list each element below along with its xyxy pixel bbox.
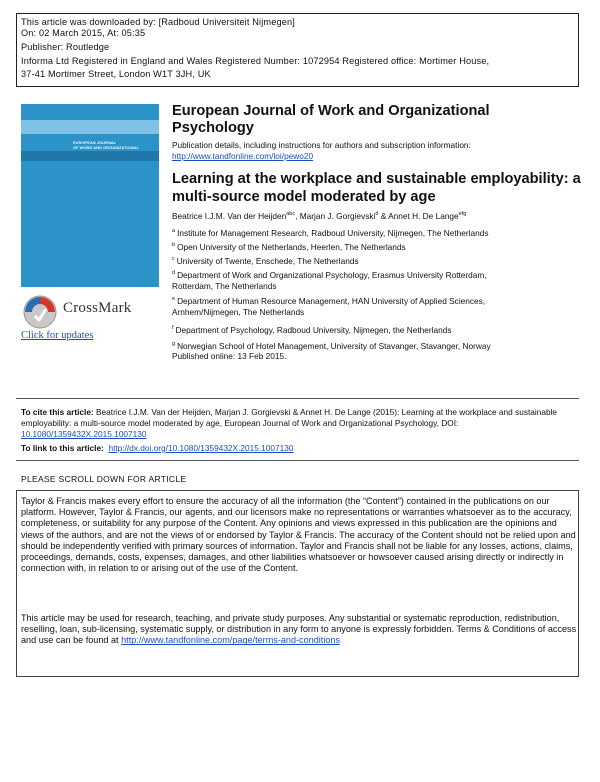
disclaimer-paragraph: Taylor & Francis makes every effort to ensure the accuracy of all the information (the “Content”) contained in the publications on our platform. However, Taylor & Francis, our agents, and our licensors make no representations or warranties whatsoever as to the accuracy, completeness, or suitability for any purpose of the Content. Any opinions and views expressed in this publication are the opinions and views of the authors, and are not the views of or endorsed by Taylor & Francis. The accuracy of the Content should not be relied upon and should be independently verified with primary sources of information. Taylor and Francis shall not be liable for any losses, actions, claims, proceedings, demands, costs, expenses, damages, and other liabilities whatsoever or howsoever caused arising directly or indirectly in connection with, in relation to or arising out of the use of the Content. [21,496,576,574]
crossmark-label: CrossMark [63,300,132,316]
terms-link[interactable]: http://www.tandfonline.com/page/terms-and-conditions [121,635,340,646]
affiliation [172,339,491,352]
affiliation-text: Institute for Management Research, Radboud University, Nijmegen, The Netherlands [177,227,489,238]
citation-label: To cite this article: [21,407,94,417]
link-label: To link to this article: [21,443,104,453]
affiliation [172,254,359,267]
journal-url-link[interactable]: http://www.tandfonline.com/loi/pewo20 [172,151,314,161]
terms-paragraph [21,613,579,647]
affiliation-text: Rotterdam, The Netherlands [172,280,277,291]
crossmark-icon[interactable] [21,294,59,330]
download-line: Publisher: Routledge [21,42,110,52]
publication-details: Publication details, including instructions for authors and subscription information: [172,140,471,150]
cover-band [21,120,159,134]
download-line: This article was downloaded by: [Radboud Universiteit Nijmegen] [21,17,295,27]
affiliation-text: University of Twente, Enschede, The Netherlands [176,255,359,266]
affiliation-sup: c [172,256,175,262]
affiliation-text: Arnhem/Nijmegen, The Netherlands [172,306,305,317]
published-online: Published online: 13 Feb 2015. [172,351,287,361]
affiliation-text: Department of Human Resource Management, HAN University of Applied Sciences, [177,295,486,306]
cover-band [21,151,159,161]
affiliation [172,323,451,336]
article-link-row [21,443,293,453]
terms-text: This article may be used for research, teaching, and private study purposes. Any substantial or systematic reproduction, redistribution, reselling, loan, sub-licensing, systematic supply, or distribution in any form to anyone is expressly forbidden. Terms & Conditions of access and use can be found at [21,613,577,646]
download-line: Informa Ltd Registered in England and Wales Registered Number: 1072954 Registered office: Mortimer House, [21,56,490,66]
article-doi-url-link[interactable]: http://dx.doi.org/10.1080/1359432X.2015.1007130 [108,443,294,453]
cover-title-line: OF WORK AND ORGANIZATIONAL [73,145,139,150]
author-sup: abc [286,211,296,218]
affiliation [172,226,489,239]
affiliation-sup: d [172,270,176,276]
citation-block [21,407,581,440]
author-sup: d [375,211,379,218]
affiliation-sup: e [172,296,176,302]
affiliation [172,240,406,253]
journal-cover-image [21,104,159,287]
doi-link[interactable]: 10.1080/1359432X.2015.1007130 [21,429,147,439]
scroll-notice: PLEASE SCROLL DOWN FOR ARTICLE [21,474,187,484]
author-sep: , [295,211,300,221]
download-line: On: 02 March 2015, At: 05:35 [21,28,146,38]
affiliation-text: Department of Work and Organizational Psychology, Erasmus University Rotterdam, [177,269,487,280]
author-name: Annet H. De Lange [388,211,459,221]
affiliation-text: Norwegian School of Hotel Management, University of Stavanger, Stavanger, Norway [177,340,491,351]
citation-text: Beatrice I.J.M. Van der Heijden, Marjan J. Gorgievski & Annet H. De Lange (2015): Learning at the workplace and sustainable employability: a multi-source model moderated by age, European Journal of Work and Organizational Psychology, DOI: [21,407,558,428]
download-info-box [16,13,579,87]
author-list [172,211,466,221]
author-sep: & [378,211,389,221]
affiliation-text: Open University of the Netherlands, Heerlen, The Netherlands [177,241,406,252]
download-line: 37-41 Mortimer Street, London W1T 3JH, UK [21,69,211,79]
divider [16,460,579,461]
disclaimer-box [16,490,579,677]
author-name: Beatrice I.J.M. Van der Heijden [172,211,287,221]
divider [16,398,579,399]
article-title: Learning at the workplace and sustainable employability: a multi-source model moderated by age [172,171,581,205]
cover-title-line: EUROPEAN JOURNAL [73,140,117,145]
author-name: Marjan J. Gorgievski [299,211,376,221]
affiliation-sup: b [172,242,176,248]
affiliation [172,294,485,318]
affiliation-sup: g [172,341,176,347]
author-sup: efg [458,211,467,218]
affiliation-sup: f [172,325,174,331]
affiliation-text: Department of Psychology, Radboud University, Nijmegen, the Netherlands [175,324,452,335]
journal-title: European Journal of Work and Organizational Psychology [172,103,490,136]
affiliation-sup: a [172,228,176,234]
affiliation [172,268,487,292]
crossmark-updates-link[interactable]: Click for updates [21,330,94,341]
